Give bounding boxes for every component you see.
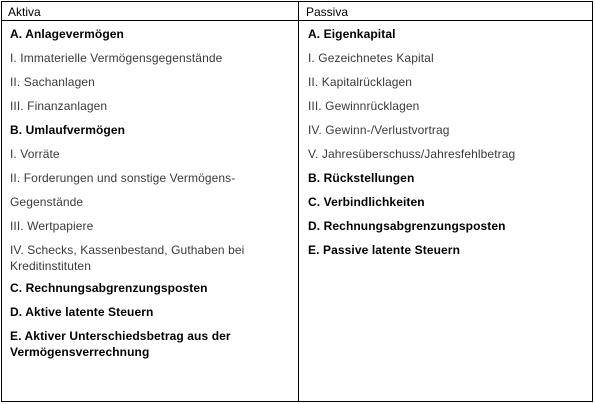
column-divider (298, 2, 299, 401)
aktiva-item: I. Immaterielle Vermögensgegenstände (10, 51, 223, 65)
passiva-header: Passiva (306, 5, 349, 19)
passiva-item: III. Gewinnrücklagen (308, 99, 420, 113)
passiva-column (308, 26, 588, 266)
passiva-item: I. Gezeichnetes Kapital (308, 51, 434, 65)
aktiva-item: E. Aktiver Unterschiedsbetrag aus der Vermögensverrechnung (10, 329, 231, 359)
passiva-item: B. Rückstellungen (308, 171, 415, 185)
aktiva-item: A. Anlagevermögen (10, 27, 124, 41)
header-divider (2, 20, 592, 21)
aktiva-item: III. Finanzanlagen (10, 99, 108, 113)
aktiva-item: IV. Schecks, Kassenbestand, Guthaben bei Kreditinstituten (10, 243, 245, 273)
aktiva-item: Gegenstände (10, 195, 84, 209)
aktiva-column (10, 26, 294, 366)
passiva-item: A. Eigenkapital (308, 27, 396, 41)
passiva-item: E. Passive latente Steuern (308, 243, 461, 257)
aktiva-item: III. Wertpapiere (10, 219, 94, 233)
balance-sheet-table (1, 1, 593, 402)
passiva-item: IV. Gewinn-/Verlustvortrag (308, 123, 450, 137)
passiva-item: D. Rechnungsabgrenzungsposten (308, 219, 506, 233)
passiva-item: V. Jahresüberschuss/Jahresfehlbetrag (308, 147, 516, 161)
aktiva-item: C. Rechnungsabgrenzungsposten (10, 281, 208, 295)
passiva-item: C. Verbindlichkeiten (308, 195, 425, 209)
passiva-item: II. Kapitalrücklagen (308, 75, 413, 89)
aktiva-item: I. Vorräte (10, 147, 60, 161)
aktiva-item: II. Forderungen und sonstige Vermögens- (10, 171, 236, 185)
aktiva-item: II. Sachanlagen (10, 75, 95, 89)
aktiva-item: B. Umlaufvermögen (10, 123, 126, 137)
aktiva-header: Aktiva (8, 5, 41, 19)
aktiva-item: D. Aktive latente Steuern (10, 305, 154, 319)
